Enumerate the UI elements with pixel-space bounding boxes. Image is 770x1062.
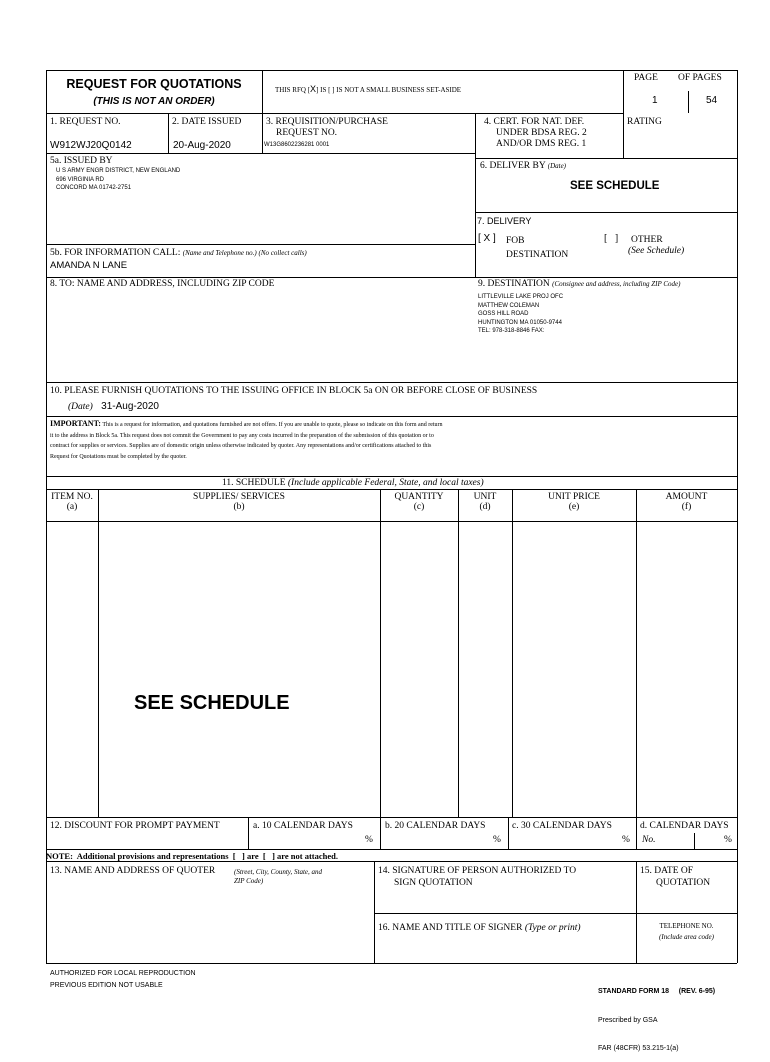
col-supplies xyxy=(98,492,380,512)
total-pages: 54 xyxy=(706,95,718,106)
additional-provisions-note: NOTE: Additional provisions and representations [ ] are [ ] are not attached. xyxy=(46,851,339,861)
fob-label: FOB xyxy=(506,236,525,246)
date-of-quotation-label-2: QUOTATION xyxy=(656,878,711,888)
signer-name-hint: (Type or print) xyxy=(524,923,581,933)
close-date-value[interactable]: 31-Aug-2020 xyxy=(101,401,159,412)
footer-reproduction: AUTHORIZED FOR LOCAL REPRODUCTION xyxy=(50,970,196,977)
deliver-by-hint: (Date) xyxy=(547,162,567,170)
discount-days-no[interactable]: No. xyxy=(642,835,656,845)
quoter-address-label: 13. NAME AND ADDRESS OF QUOTER xyxy=(50,866,216,876)
footer-standard-form: STANDARD FORM 18 (REV. 6-95) xyxy=(598,988,716,995)
col-quantity xyxy=(380,492,458,512)
request-no-label: 1. REQUEST NO. xyxy=(50,117,121,127)
important-label: IMPORTANT: xyxy=(50,419,101,428)
fob-destination-label: DESTINATION xyxy=(506,250,569,260)
footer-left xyxy=(50,969,196,990)
destination-line-5: TEL: 978-318-8846 FAX: xyxy=(478,328,545,334)
destination-line-3: GOSS HILL ROAD xyxy=(478,311,529,317)
col-supplies-letter: (b) xyxy=(233,502,245,512)
info-call-label-text: 5b. FOR INFORMATION CALL: xyxy=(50,248,181,258)
col-unit-price-name: UNIT PRICE xyxy=(548,492,600,502)
set-aside-checkbox-mark[interactable]: X xyxy=(310,84,317,94)
schedule-label xyxy=(222,478,484,488)
schedule-label-text: 11. SCHEDULE xyxy=(222,478,286,488)
signature-label: 14. SIGNATURE OF PERSON AUTHORIZED TO xyxy=(378,866,577,876)
footer-far-reference: FAR (48CFR) 53.215-1(a) xyxy=(598,1045,679,1052)
discount-30-days: c. 30 CALENDAR DAYS xyxy=(512,821,612,831)
set-aside-label: THIS RFQ xyxy=(275,86,306,94)
form-subtitle: (THIS IS NOT AN ORDER) xyxy=(93,96,215,107)
date-issued-label: 2. DATE ISSUED xyxy=(172,117,242,127)
col-supplies-name: SUPPLIES/ SERVICES xyxy=(193,492,285,502)
col-amount-name: AMOUNT xyxy=(665,492,708,502)
discount-20-days: b. 20 CALENDAR DAYS xyxy=(385,821,486,831)
discount-20-pct[interactable]: % xyxy=(493,835,501,845)
destination-address xyxy=(478,293,563,336)
quoter-address-hint-2: ZIP Code) xyxy=(234,877,264,885)
set-aside-bracket: [ xyxy=(307,86,311,94)
telephone-label: TELEPHONE NO. xyxy=(659,922,714,930)
requisition-label: 3. REQUISITION/PURCHASE xyxy=(266,117,388,127)
issued-by-address xyxy=(56,167,180,193)
col-item-no-name: ITEM NO. xyxy=(51,492,93,502)
important-line-1: This is a request for information, and quotations furnished are not offers. If you are unable to quote, please so indicate on this form and return xyxy=(102,422,443,428)
to-address-label: 8. TO: NAME AND ADDRESS, INCLUDING ZIP CODE xyxy=(50,279,275,289)
date-of-quotation-label: 15. DATE OF xyxy=(640,866,694,876)
destination-hint: (Consignee and address, including ZIP Code) xyxy=(552,280,681,288)
important-line-3: contract for supplies or services. Supplies are of domestic origin unless otherwise indicated by quoter. Any representations and/or certifications attached to this xyxy=(50,443,432,449)
info-call-value[interactable]: AMANDA N LANE xyxy=(50,260,128,271)
destination-line-1: LITTLEVILLE LAKE PROJ OFC xyxy=(478,294,564,300)
request-no-value[interactable]: W912WJ20Q0142 xyxy=(50,140,132,151)
delivery-label: 7. DELIVERY xyxy=(477,216,532,226)
issued-by-line-3: CONCORD MA 01742-2751 xyxy=(56,185,132,191)
signer-name-label xyxy=(378,923,581,933)
furnish-quotations-label: 10. PLEASE FURNISH QUOTATIONS TO THE ISSUING OFFICE IN BLOCK 5a ON OR BEFORE CLOSE OF BUSINESS xyxy=(50,386,538,396)
important-notice xyxy=(50,419,443,462)
important-line-2: it to the address in Block 5a. This request does not commit the Government to pay any costs incurred in the preparation of the submission of this quotation or to xyxy=(50,432,434,439)
date-issued-value[interactable]: 20-Aug-2020 xyxy=(173,140,231,151)
discount-days-pct[interactable]: % xyxy=(724,835,732,845)
destination-label-text: 9. DESTINATION xyxy=(478,279,550,289)
other-checkbox[interactable]: [ ] xyxy=(604,233,619,244)
deliver-by-value: SEE SCHEDULE xyxy=(570,180,660,192)
issued-by-line-1: U S ARMY ENGR DISTRICT, NEW ENGLAND xyxy=(56,168,181,174)
discount-10-pct[interactable]: % xyxy=(365,835,373,845)
col-item-no-letter: (a) xyxy=(66,502,78,512)
page-label: PAGE xyxy=(634,73,658,83)
issued-by-line-2: 696 VIRGINIA RD xyxy=(56,176,105,183)
schedule-hint: (Include applicable Federal, State, and local taxes) xyxy=(287,478,484,488)
deliver-by-label xyxy=(480,161,566,171)
destination-line-4: HUNTINGTON MA 01050-9744 xyxy=(478,319,562,326)
signature-label-2: SIGN QUOTATION xyxy=(394,878,473,888)
set-aside-statement xyxy=(275,84,461,94)
important-line-4: Request for Quotations must be completed by the quoter. xyxy=(50,453,187,460)
schedule-body: SEE SCHEDULE xyxy=(134,692,290,714)
discount-calendar-days: d. CALENDAR DAYS xyxy=(640,821,729,831)
col-unit-name: UNIT xyxy=(473,492,497,502)
discount-10-days: a. 10 CALENDAR DAYS xyxy=(253,821,353,831)
page-number: 1 xyxy=(652,95,658,106)
discount-label: 12. DISCOUNT FOR PROMPT PAYMENT xyxy=(50,821,220,831)
destination-label xyxy=(478,279,680,289)
quoter-address-hint xyxy=(234,868,322,886)
telephone-hint: (Include area code) xyxy=(659,933,714,941)
set-aside-text: ] IS [ ] IS NOT A SMALL BUSINESS SET-ASIDE xyxy=(316,86,462,94)
form-title: REQUEST FOR QUOTATIONS xyxy=(66,77,242,91)
col-unit-price-letter: (e) xyxy=(568,502,580,512)
rating-label: RATING xyxy=(627,117,662,127)
col-quantity-letter: (c) xyxy=(413,502,425,512)
cert-label-3: AND/OR DMS REG. 1 xyxy=(496,139,587,149)
discount-30-pct[interactable]: % xyxy=(622,835,630,845)
info-call-label xyxy=(50,248,307,258)
issued-by-label: 5a. ISSUED BY xyxy=(50,156,113,166)
col-unit-price xyxy=(512,492,636,512)
col-amount xyxy=(636,492,737,512)
other-label: OTHER xyxy=(631,235,663,245)
close-date xyxy=(68,401,159,412)
signer-name-label-text: 16. NAME AND TITLE OF SIGNER xyxy=(378,923,523,933)
other-hint: (See Schedule) xyxy=(628,246,685,256)
footer-previous-edition: PREVIOUS EDITION NOT USABLE xyxy=(50,982,163,989)
deliver-by-label-text: 6. DELIVER BY xyxy=(480,161,546,171)
requisition-label-2: REQUEST NO. xyxy=(276,128,338,138)
destination-line-2: MATTHEW COLEMAN xyxy=(478,302,540,309)
col-amount-letter: (f) xyxy=(681,502,692,512)
requisition-value[interactable]: W13G8602236281 0001 xyxy=(264,142,330,148)
of-pages-label: OF PAGES xyxy=(678,73,722,83)
col-quantity-name: QUANTITY xyxy=(394,492,444,502)
info-call-hint: (Name and Telephone no.) (No collect calls) xyxy=(182,249,307,257)
cert-label: 4. CERT. FOR NAT. DEF. xyxy=(484,117,585,127)
footer-prescribed-by: Prescribed by GSA xyxy=(598,1017,658,1024)
quoter-address-hint-1: (Street, City, County, State, and xyxy=(234,868,323,876)
cert-label-2: UNDER BDSA REG. 2 xyxy=(496,128,587,138)
footer-right xyxy=(598,969,715,1062)
close-date-hint: (Date) xyxy=(68,402,93,412)
col-unit-letter: (d) xyxy=(479,502,491,512)
col-unit xyxy=(458,492,512,512)
fob-checkbox[interactable]: [ X ] xyxy=(478,233,496,244)
col-item-no xyxy=(46,492,98,512)
